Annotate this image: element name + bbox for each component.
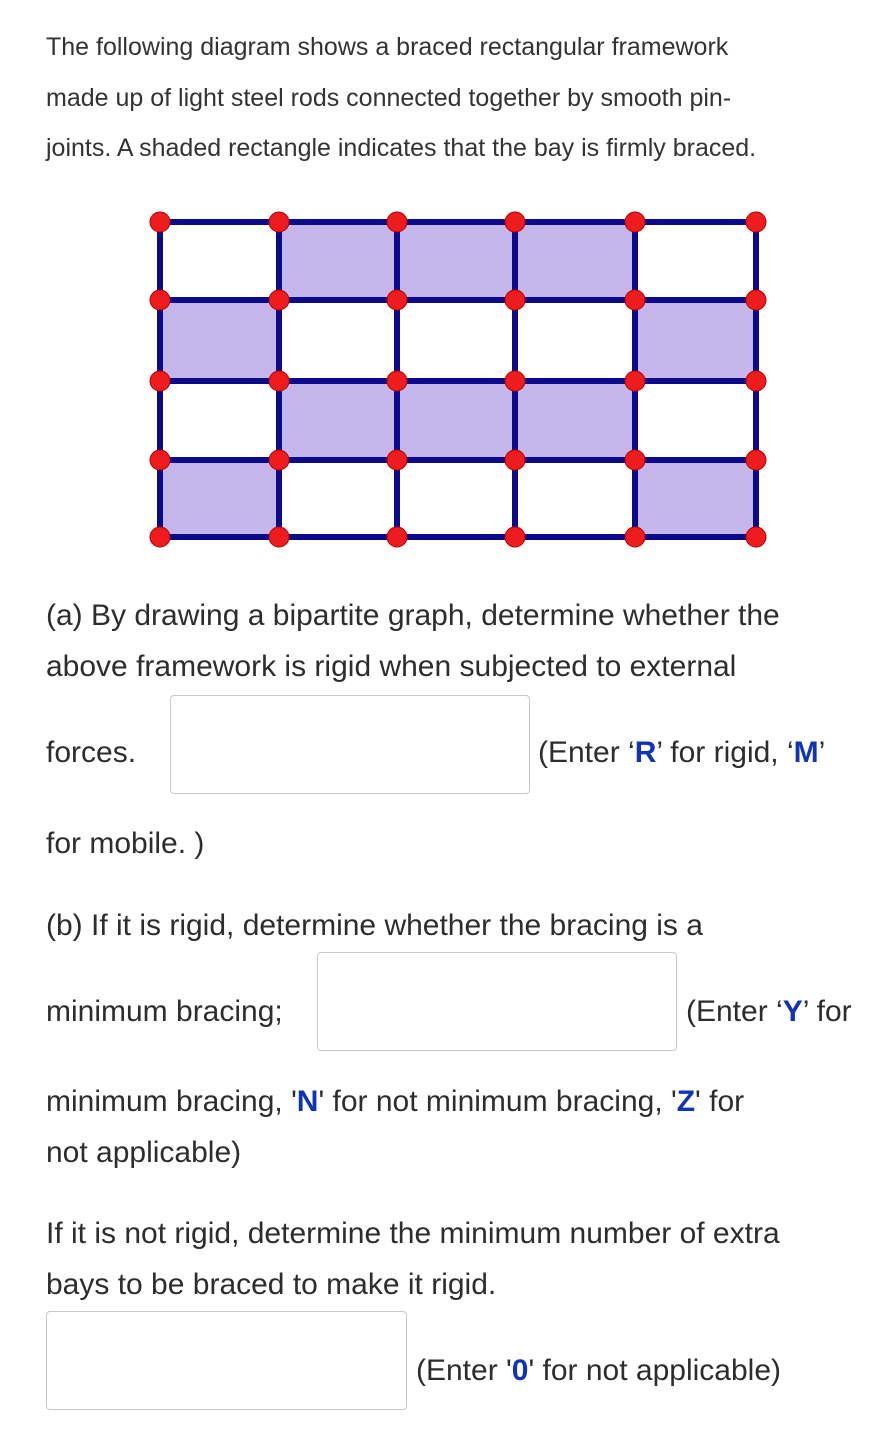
hint-text: ’ <box>818 736 826 769</box>
hint-text: ’ for <box>802 995 852 1028</box>
part-c-line-2: bays to be braced to make it rigid. <box>46 1268 497 1301</box>
braced-bay <box>515 222 635 300</box>
pin-joint <box>625 371 645 391</box>
part-b-hint <box>686 986 886 1037</box>
part-a-line-4: for mobile. ) <box>46 827 205 860</box>
pin-joint <box>625 212 645 232</box>
unbraced-bay <box>635 381 756 460</box>
part-b-prefix: minimum bracing; <box>46 995 283 1028</box>
hint-text: (Enter ‘ <box>538 736 635 769</box>
pin-joint <box>269 527 289 547</box>
braced-bay <box>279 222 397 300</box>
pin-joint <box>387 290 407 310</box>
pin-joint <box>387 527 407 547</box>
part-c-line-1: If it is not rigid, determine the minimum number of extra <box>46 1217 780 1250</box>
pin-joint <box>505 290 525 310</box>
pin-joint <box>269 450 289 470</box>
intro-line-1: The following diagram shows a braced rectangular framework <box>46 33 729 61</box>
pin-joint <box>505 450 525 470</box>
hint-text: ’ for rigid, ‘ <box>656 736 794 769</box>
pin-joint <box>625 290 645 310</box>
braced-bay <box>160 300 279 381</box>
hint-key-m: M <box>793 736 819 769</box>
hint-text: ' for not applicable) <box>528 1354 781 1387</box>
hint-key-z: Z <box>676 1085 696 1118</box>
pin-joint <box>746 212 766 232</box>
pin-joint <box>387 212 407 232</box>
pin-joint <box>269 212 289 232</box>
unbraced-bay <box>160 222 279 300</box>
pin-joint <box>150 212 170 232</box>
pin-joint <box>625 450 645 470</box>
braced-bay <box>279 381 397 460</box>
hint-text: (Enter ‘ <box>686 995 783 1028</box>
minimum-bracing-answer-input[interactable] <box>317 952 677 1051</box>
braced-bay <box>397 381 515 460</box>
unbraced-bay <box>397 460 515 537</box>
hint-key-zero: 0 <box>511 1354 529 1387</box>
unbraced-bay <box>515 300 635 381</box>
braced-bay <box>397 222 515 300</box>
hint-key-y: Y <box>782 995 803 1028</box>
part-b-line-3: minimum bracing, 'N' for not minimum bracing, 'Z' for <box>46 1085 745 1118</box>
intro-line-3: joints. A shaded rectangle indicates that the bay is firmly braced. <box>46 134 757 162</box>
rigid-mobile-answer-input[interactable] <box>170 695 530 794</box>
hint-key-r: R <box>634 736 657 769</box>
pin-joint <box>387 371 407 391</box>
pin-joint <box>746 371 766 391</box>
intro-line-2: made up of light steel rods connected together by smooth pin- <box>46 83 732 112</box>
part-a-prefix: forces. <box>46 736 137 769</box>
braced-bay <box>635 460 756 537</box>
hint-key-n: N <box>296 1085 319 1118</box>
framework-diagram <box>0 0 888 600</box>
part-a-line-1: (a) By drawing a bipartite graph, determine whether the <box>46 599 780 632</box>
pin-joint <box>269 371 289 391</box>
pin-joint <box>746 450 766 470</box>
braced-bay <box>515 381 635 460</box>
braced-bay <box>160 460 279 537</box>
unbraced-bay <box>160 381 279 460</box>
part-c-hint <box>416 1345 876 1396</box>
pin-joint <box>269 290 289 310</box>
braced-bay <box>635 300 756 381</box>
part-a-line-2: above framework is rigid when subjected to external <box>46 650 737 683</box>
pin-joint <box>625 527 645 547</box>
part-b-line-1: (b) If it is rigid, determine whether the bracing is a <box>46 909 703 942</box>
part-b-line-4: not applicable) <box>46 1136 242 1169</box>
pin-joint <box>150 450 170 470</box>
pin-joint <box>505 212 525 232</box>
pin-joint <box>505 371 525 391</box>
unbraced-bay <box>279 300 397 381</box>
part-a-hint <box>538 727 878 778</box>
part-b-options <box>46 1076 876 1178</box>
pin-joint <box>150 371 170 391</box>
pin-joint <box>387 450 407 470</box>
pin-joint <box>150 527 170 547</box>
unbraced-bay <box>279 460 397 537</box>
part-a-question <box>46 590 876 692</box>
extra-bays-answer-input[interactable] <box>46 1311 407 1410</box>
hint-text: (Enter ' <box>416 1354 512 1387</box>
pin-joint <box>746 527 766 547</box>
pin-joint <box>505 527 525 547</box>
part-c-question <box>46 1208 876 1310</box>
pin-joint <box>150 290 170 310</box>
unbraced-bay <box>515 460 635 537</box>
unbraced-bay <box>397 300 515 381</box>
unbraced-bay <box>635 222 756 300</box>
pin-joint <box>746 290 766 310</box>
